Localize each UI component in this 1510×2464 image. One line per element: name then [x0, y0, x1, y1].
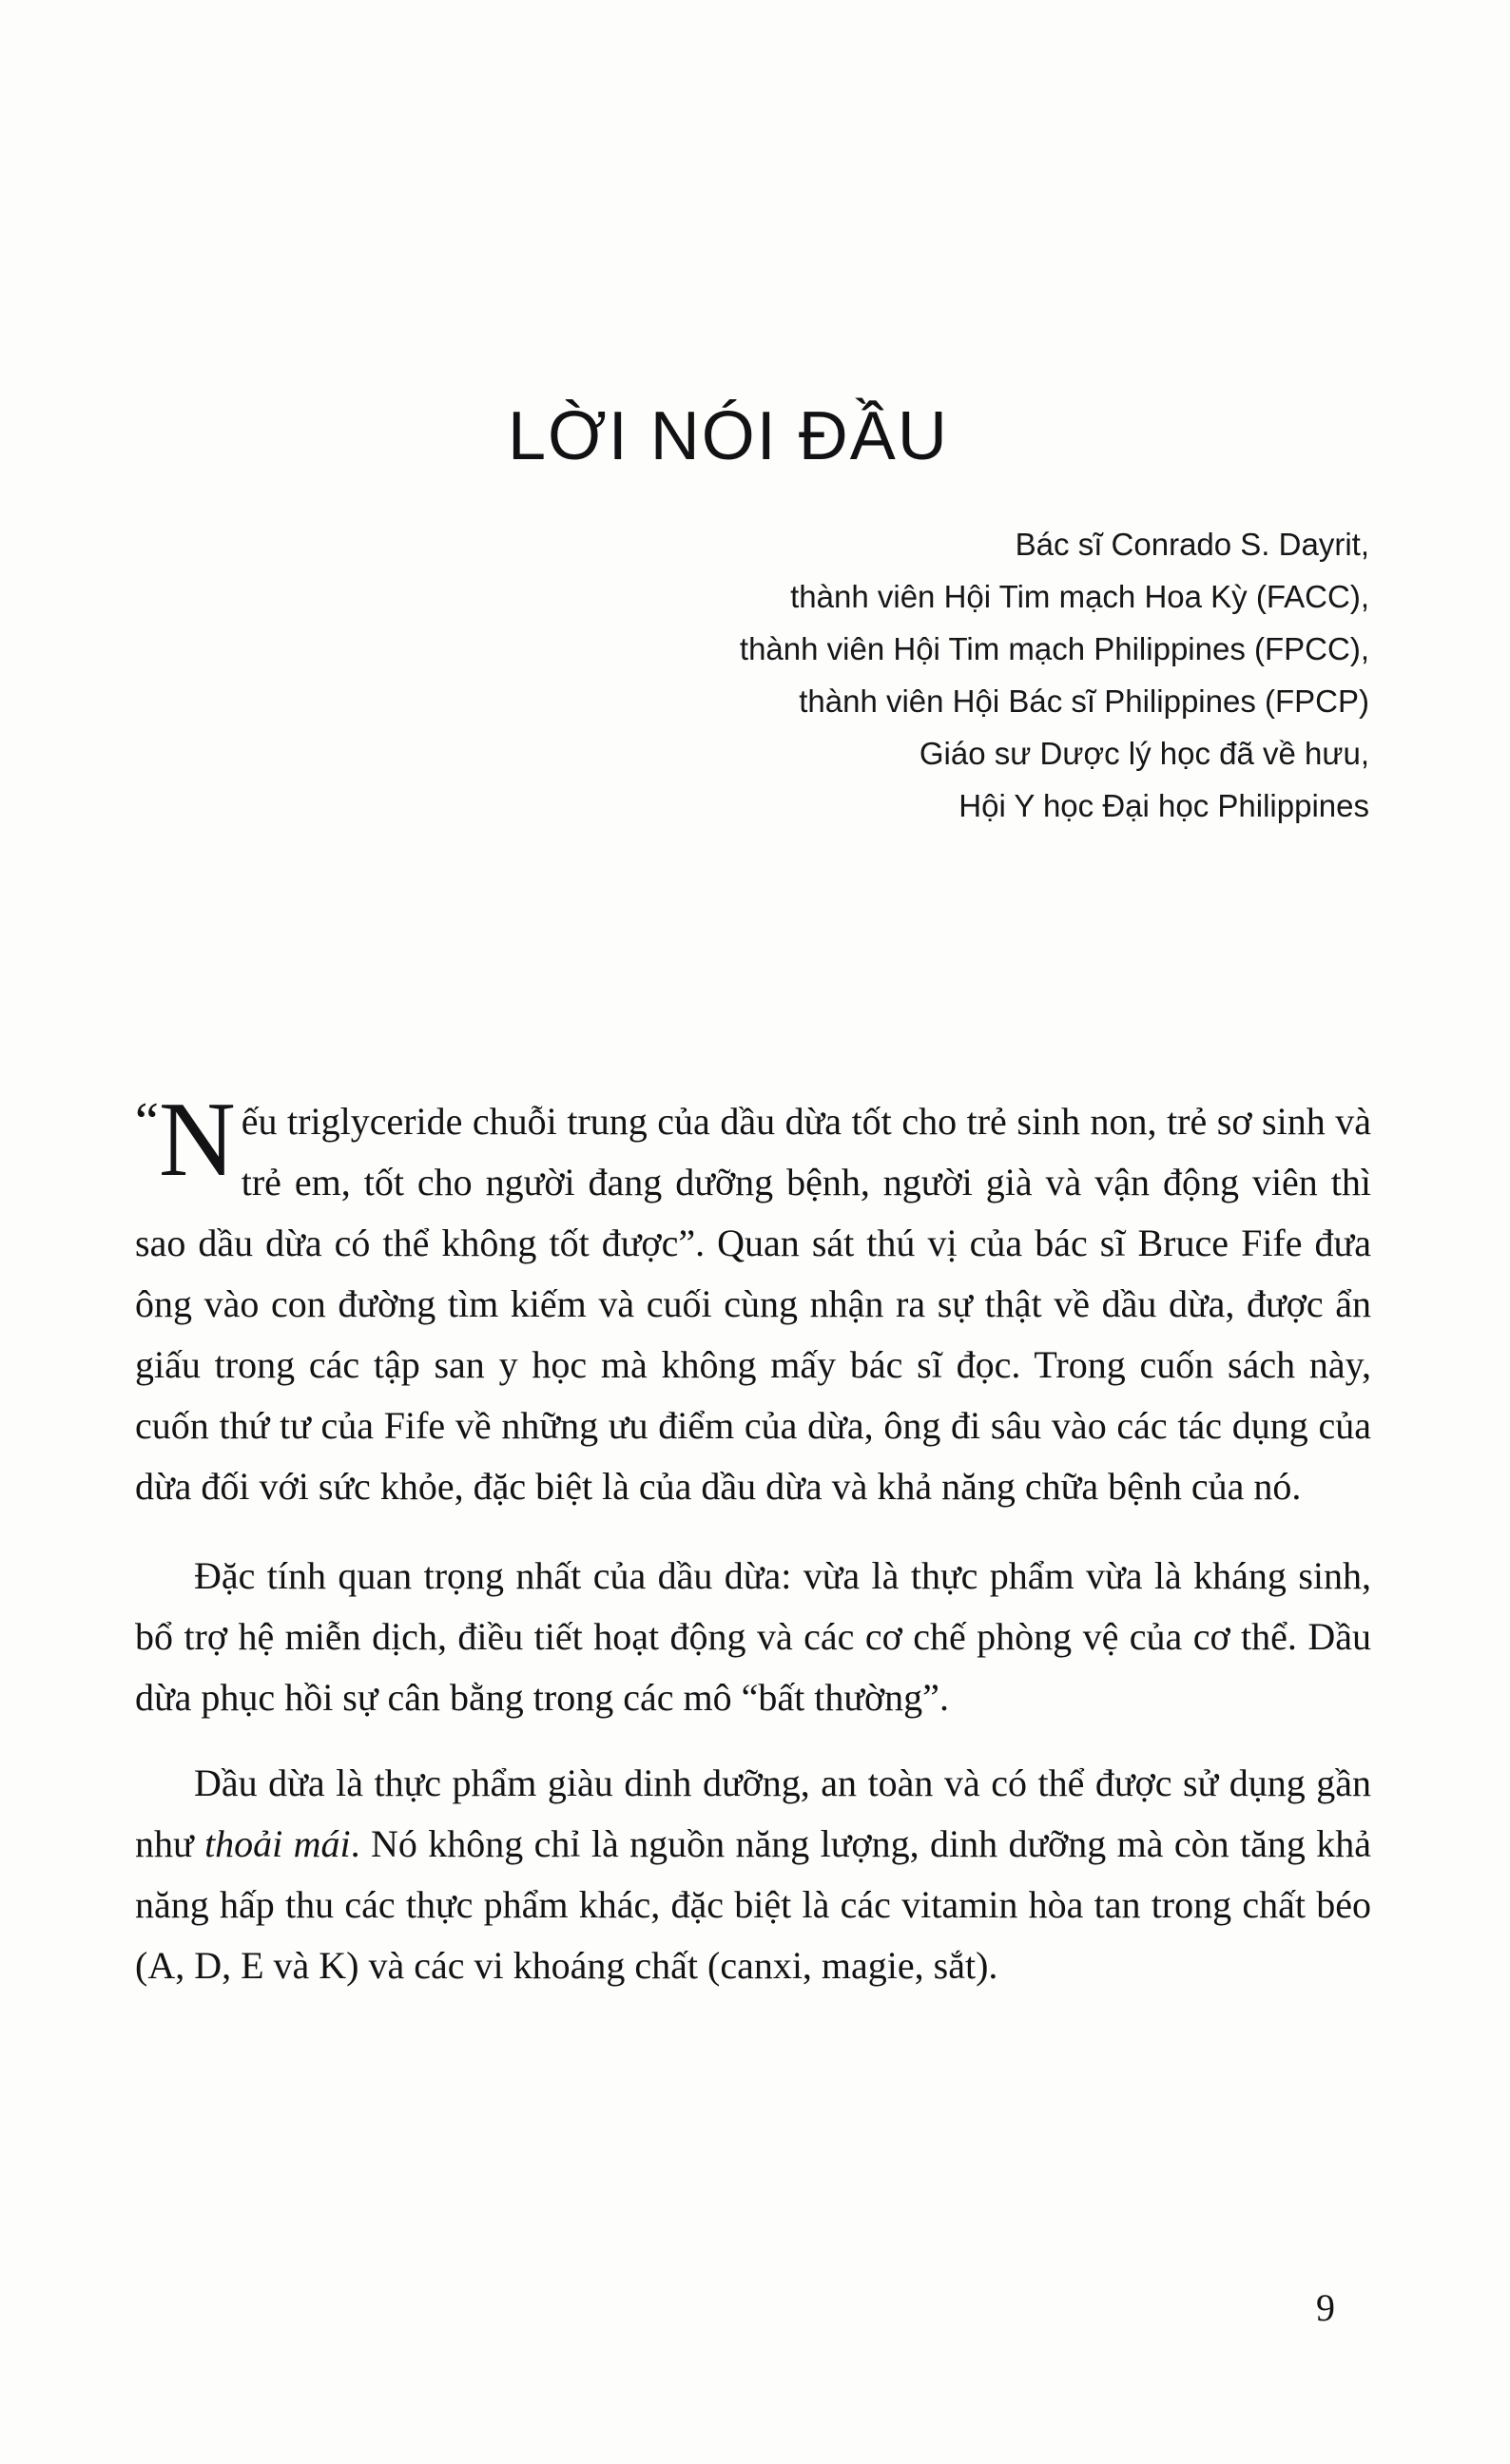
opening-quote-mark: “ — [135, 1092, 157, 1151]
paragraph-3-before: Dầu dừa là thực phẩm giàu dinh dưỡng, an toàn và có thể được sử dụng gần như — [135, 1761, 1371, 1865]
drop-cap-letter: N — [158, 1081, 236, 1199]
attribution-line-4: thành viên Hội Bác sĩ Philippines (FPCP) — [799, 683, 1369, 719]
paragraph-3-italic: thoải mái — [204, 1822, 351, 1865]
attribution-line-3: thành viên Hội Tim mạch Philippines (FPCC), — [739, 631, 1369, 666]
paragraph-2: Đặc tính quan trọng nhất của dầu dừa: vừa là thực phẩm vừa là kháng sinh, bổ trợ hệ miễn dịch, điều tiết hoạt động và các cơ chế phòng vệ của cơ thể. Dầu dừa phục hồi sự cân bằng trong các mô “bất thường”. — [135, 1554, 1371, 1719]
attribution-line-6: Hội Y học Đại học Philippines — [958, 788, 1369, 823]
paragraph-1-text: ếu triglyceride chuỗi trung của dầu dừa tốt cho trẻ sinh non, trẻ sơ sinh và trẻ em, tốt cho người đang dưỡng bệnh, người già và vận động viên thì sao dầu dừa có thể không tốt được”. Quan sát thú vị của bác sĩ Bruce Fife đưa ông vào con đường tìm kiếm và cuối cùng nhận ra sự thật về dầu dừa, được ẩn giấu trong các tập san y học mà không mấy bác sĩ đọc. Trong cuốn sách này, cuốn thứ tư của Fife về những ưu điểm của dừa, ông đi sâu vào các tác dụng của dừa đối với sức khỏe, đặc biệt là của dầu dừa và khả năng chữa bệnh của nó. — [135, 1100, 1371, 1508]
attribution-line-5: Giáo sư Dược lý học đã về hưu, — [919, 736, 1369, 771]
attribution-line-1: Bác sĩ Conrado S. Dayrit, — [1015, 527, 1369, 562]
paragraph-1 — [135, 1081, 1371, 1517]
attribution-block — [122, 518, 1369, 832]
page-content — [122, 0, 1386, 2464]
page-number: 9 — [1316, 2286, 1335, 2329]
body-text — [135, 1081, 1372, 2021]
page-title: LỜI NÓI ĐẦU — [508, 398, 949, 475]
paragraph-3-after: . Nó không chỉ là nguồn năng lượng, dinh dưỡng mà còn tăng khả năng hấp thu các thực phẩm khác, đặc biệt là các vitamin hòa tan trong chất béo (A, D, E và K) và các vi khoáng chất (canxi, magie, sắt). — [135, 1822, 1372, 1987]
attribution-line-2: thành viên Hội Tim mạch Hoa Kỳ (FACC), — [790, 579, 1369, 614]
paragraph-3 — [135, 1753, 1371, 1996]
